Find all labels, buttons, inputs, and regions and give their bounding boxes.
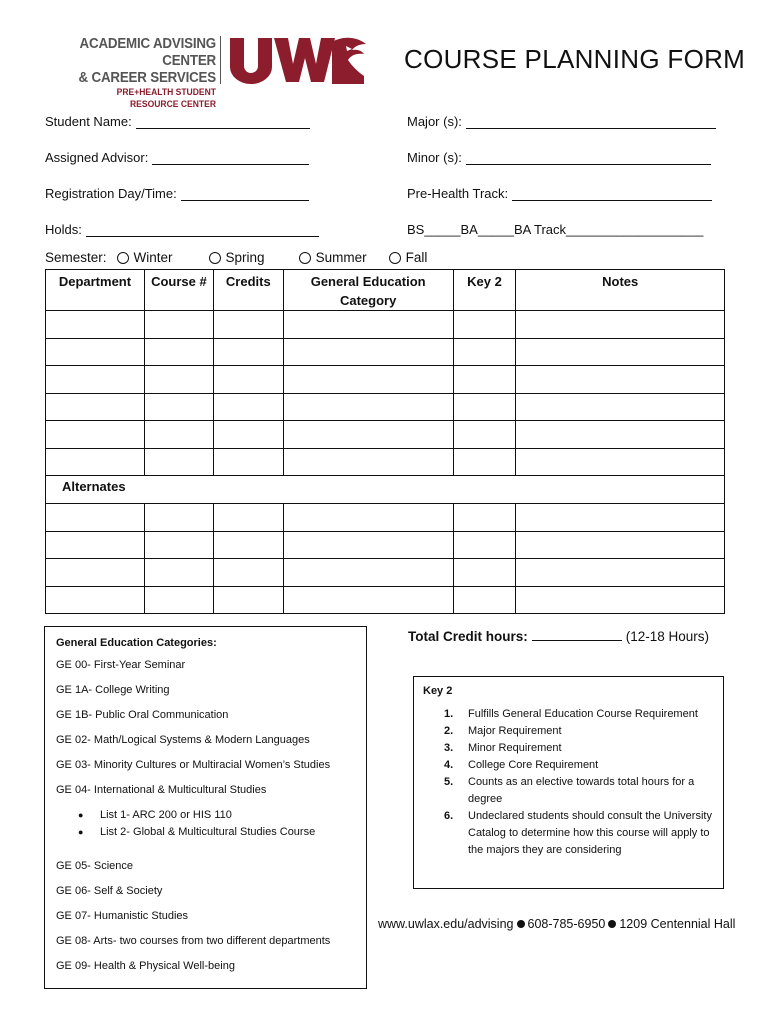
- table-cell[interactable]: [213, 366, 283, 394]
- gen-ed-item: GE 05- Science: [56, 860, 134, 872]
- gen-ed-item: GE 07- Humanistic Studies: [56, 910, 189, 922]
- prehealth-line[interactable]: [512, 187, 712, 201]
- prehealth-field[interactable]: [407, 186, 712, 201]
- alternates-row: [46, 476, 725, 504]
- semester-option-spring[interactable]: [209, 250, 265, 265]
- gen-ed-box: [44, 626, 367, 989]
- table-cell[interactable]: [213, 311, 283, 339]
- uwl-logo-icon: [228, 36, 368, 84]
- table-cell[interactable]: [46, 393, 145, 421]
- semester-selector: [45, 250, 427, 265]
- logo-line-3: PRE+HEALTH STUDENT RESOURCE CENTER: [116, 87, 216, 110]
- radio-icon[interactable]: [117, 252, 129, 264]
- semester-option-summer[interactable]: [299, 250, 367, 265]
- table-cell[interactable]: [46, 311, 145, 339]
- advisor-field[interactable]: [45, 150, 309, 165]
- table-row[interactable]: [46, 448, 725, 476]
- gen-ed-item: GE 08- Arts- two courses from two different departments: [56, 935, 331, 947]
- bullet-icon: ●: [78, 810, 84, 820]
- table-row[interactable]: [46, 366, 725, 394]
- minor-label: Minor (s):: [407, 150, 462, 165]
- header-key-2: Key 2: [453, 270, 516, 311]
- table-cell[interactable]: [516, 311, 725, 339]
- alternates-label: Alternates: [46, 476, 725, 504]
- table-cell[interactable]: [46, 586, 145, 614]
- minor-line[interactable]: [466, 151, 711, 165]
- degree-field[interactable]: [407, 222, 703, 237]
- student-name-field[interactable]: [45, 114, 310, 129]
- key-2-number: 5.: [444, 776, 454, 788]
- key-2-item: [444, 774, 712, 808]
- table-cell[interactable]: [516, 531, 725, 559]
- student-name-label: Student Name:: [45, 114, 132, 129]
- table-cell[interactable]: [516, 586, 725, 614]
- radio-icon[interactable]: [389, 252, 401, 264]
- table-cell[interactable]: [144, 366, 213, 394]
- holds-line[interactable]: [86, 223, 319, 237]
- table-row[interactable]: [46, 559, 725, 587]
- logo-text: [50, 36, 216, 111]
- table-cell[interactable]: [453, 559, 516, 587]
- footer-url[interactable]: www.uwlax.edu/advising: [378, 917, 514, 931]
- table-cell[interactable]: [144, 531, 213, 559]
- key-2-number: 6.: [444, 810, 454, 822]
- gen-ed-item: GE 1A- College Writing: [56, 684, 170, 696]
- bullet-icon: [608, 920, 616, 928]
- major-field[interactable]: [407, 114, 716, 129]
- table-cell[interactable]: [213, 421, 283, 449]
- table-row[interactable]: [46, 393, 725, 421]
- table-cell[interactable]: [283, 504, 453, 532]
- key-2-number: 1.: [444, 708, 454, 720]
- header-department: Department: [46, 270, 145, 311]
- table-cell[interactable]: [283, 421, 453, 449]
- table-cell[interactable]: [453, 338, 516, 366]
- table-row[interactable]: [46, 504, 725, 532]
- table-cell[interactable]: [46, 338, 145, 366]
- registration-field[interactable]: [45, 186, 309, 201]
- table-cell[interactable]: [453, 531, 516, 559]
- table-cell[interactable]: [213, 504, 283, 532]
- table-cell[interactable]: [516, 338, 725, 366]
- table-cell[interactable]: [283, 448, 453, 476]
- table-cell[interactable]: [283, 393, 453, 421]
- total-credit-label: Total Credit hours:: [408, 629, 528, 644]
- footer-contact: [378, 917, 735, 931]
- key-2-item: [444, 706, 712, 723]
- table-cell[interactable]: [144, 586, 213, 614]
- table-cell[interactable]: [46, 366, 145, 394]
- key-2-item: [444, 723, 712, 740]
- table-cell[interactable]: [213, 393, 283, 421]
- registration-label: Registration Day/Time:: [45, 186, 177, 201]
- table-cell[interactable]: [516, 393, 725, 421]
- table-cell[interactable]: [283, 338, 453, 366]
- table-cell[interactable]: [46, 421, 145, 449]
- table-cell[interactable]: [283, 531, 453, 559]
- table-cell[interactable]: [283, 559, 453, 587]
- footer-location: 1209 Centennial Hall: [619, 917, 736, 931]
- table-cell[interactable]: [516, 448, 725, 476]
- header-credits: Credits: [213, 270, 283, 311]
- table-cell[interactable]: [144, 448, 213, 476]
- page-title: COURSE PLANNING FORM: [404, 44, 746, 74]
- degree-label: BS_____BA_____BA Track___________________: [407, 222, 704, 237]
- table-cell[interactable]: [453, 448, 516, 476]
- table-cell[interactable]: [144, 559, 213, 587]
- table-cell[interactable]: [453, 393, 516, 421]
- gen-ed-item: GE 03- Minority Cultures or Multiracial Women’s Studies: [56, 759, 331, 771]
- table-cell[interactable]: [144, 421, 213, 449]
- radio-icon[interactable]: [299, 252, 311, 264]
- table-cell[interactable]: [213, 531, 283, 559]
- registration-line[interactable]: [181, 187, 309, 201]
- table-row[interactable]: [46, 586, 725, 614]
- key-2-item: [444, 757, 712, 774]
- table-cell[interactable]: [453, 504, 516, 532]
- table-cell[interactable]: [46, 559, 145, 587]
- table-row[interactable]: [46, 421, 725, 449]
- header-gen-ed-category: [283, 270, 453, 311]
- table-cell[interactable]: [213, 338, 283, 366]
- table-cell[interactable]: [144, 393, 213, 421]
- table-cell[interactable]: [213, 559, 283, 587]
- logo-line-2: & CAREER SERVICES: [78, 70, 216, 86]
- gen-ed-item: GE 04- International & Multicultural Studies: [56, 784, 267, 796]
- key-2-text: Minor Requirement: [468, 742, 562, 754]
- table-cell[interactable]: [453, 586, 516, 614]
- table-cell[interactable]: [516, 366, 725, 394]
- semester-option-label: Fall: [405, 250, 428, 265]
- total-credit-range: (12-18 Hours): [625, 629, 710, 644]
- table-cell[interactable]: [516, 421, 725, 449]
- key-2-title: Key 2: [423, 685, 453, 697]
- student-name-line[interactable]: [136, 115, 310, 129]
- major-line[interactable]: [466, 115, 716, 129]
- gen-ed-item: GE 1B- Public Oral Communication: [56, 709, 229, 721]
- semester-option-fall[interactable]: [389, 250, 428, 265]
- table-cell[interactable]: [516, 559, 725, 587]
- semester-label: Semester:: [45, 250, 107, 265]
- table-cell[interactable]: [453, 366, 516, 394]
- header-course-number: Course #: [144, 270, 213, 311]
- header-notes: Notes: [516, 270, 725, 311]
- total-credit-hours: [408, 629, 709, 644]
- table-cell[interactable]: [213, 586, 283, 614]
- gen-ed-item: GE 02- Math/Logical Systems & Modern Languages: [56, 734, 310, 746]
- semester-option-label: Summer: [315, 250, 367, 265]
- table-row[interactable]: [46, 311, 725, 339]
- advisor-label: Assigned Advisor:: [45, 150, 149, 165]
- bullet-icon: [517, 920, 525, 928]
- table-header-row: [46, 270, 725, 311]
- footer-phone: 608-785-6950: [527, 917, 606, 931]
- key-2-text: Major Requirement: [468, 725, 562, 737]
- key-2-number: 2.: [444, 725, 454, 737]
- holds-field[interactable]: [45, 222, 319, 237]
- table-cell[interactable]: [213, 448, 283, 476]
- table-row[interactable]: [46, 338, 725, 366]
- table-cell[interactable]: [46, 531, 145, 559]
- table-cell[interactable]: [144, 311, 213, 339]
- course-table: [45, 269, 725, 614]
- radio-icon[interactable]: [209, 252, 221, 264]
- table-cell[interactable]: [453, 421, 516, 449]
- holds-label: Holds:: [45, 222, 82, 237]
- logo-divider: [220, 36, 221, 84]
- key-2-item: [444, 808, 712, 859]
- table-cell[interactable]: [283, 586, 453, 614]
- key-2-box: [413, 676, 724, 889]
- key-2-text: Undeclared students should consult the University Catalog to determine how this course will apply to the majors they are considering: [468, 810, 712, 856]
- major-label: Major (s):: [407, 114, 462, 129]
- key-2-item: [444, 740, 712, 757]
- key-2-text: College Core Requirement: [468, 759, 599, 771]
- table-cell[interactable]: [453, 311, 516, 339]
- key-2-number: 4.: [444, 759, 454, 771]
- prehealth-label: Pre-Health Track:: [407, 186, 509, 201]
- semester-option-winter[interactable]: [117, 250, 173, 265]
- gen-ed-item: GE 00- First-Year Seminar: [56, 659, 186, 671]
- table-cell[interactable]: [144, 504, 213, 532]
- gen-ed-title: General Education Categories:: [56, 637, 217, 649]
- key-2-text: Fulfills General Education Course Requirement: [468, 708, 698, 720]
- gen-ed-item: GE 06- Self & Society: [56, 885, 163, 897]
- gen-ed-item: GE 09- Health & Physical Well-being: [56, 960, 235, 972]
- header-gen-ed-line-1: General Education: [310, 274, 426, 289]
- total-credit-line[interactable]: [532, 629, 622, 641]
- header-gen-ed-line-2: Category: [339, 293, 397, 308]
- table-cell[interactable]: [283, 311, 453, 339]
- key-2-number: 3.: [444, 742, 454, 754]
- semester-option-label: Winter: [133, 250, 173, 265]
- table-cell[interactable]: [144, 338, 213, 366]
- table-cell[interactable]: [283, 366, 453, 394]
- advisor-line[interactable]: [152, 151, 309, 165]
- table-row[interactable]: [46, 531, 725, 559]
- bullet-icon: ●: [78, 827, 84, 837]
- table-cell[interactable]: [46, 448, 145, 476]
- key-2-text: Counts as an elective towards total hours for a degree: [468, 776, 695, 805]
- table-cell[interactable]: [516, 504, 725, 532]
- gen-ed-sub-item: List 1- ARC 200 or HIS 110: [100, 809, 232, 821]
- gen-ed-sub-item: List 2- Global & Multicultural Studies Course: [100, 826, 316, 838]
- minor-field[interactable]: [407, 150, 711, 165]
- table-cell[interactable]: [46, 504, 145, 532]
- logo-line-1: ACADEMIC ADVISING CENTER: [79, 36, 217, 69]
- semester-option-label: Spring: [225, 250, 265, 265]
